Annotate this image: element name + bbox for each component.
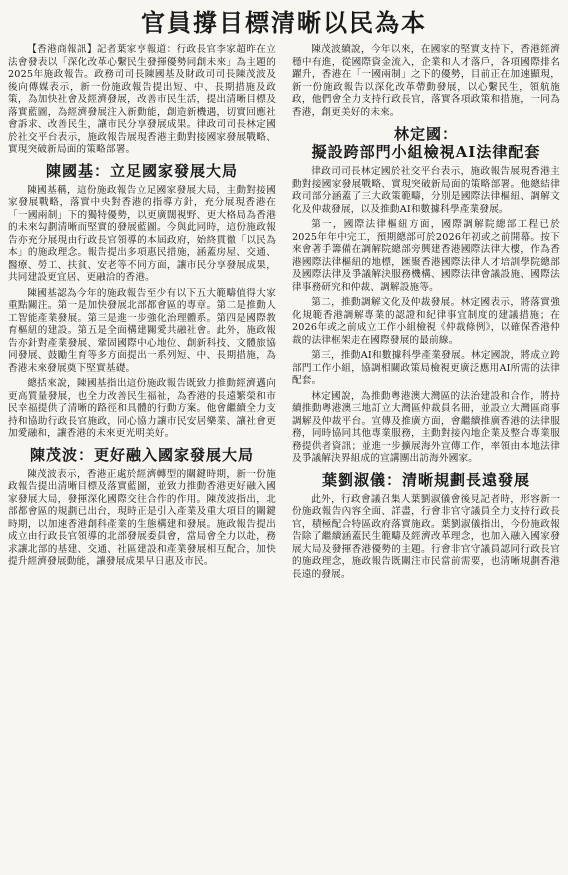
right-column xyxy=(292,44,560,584)
lead-paragraph: 【香港商報訊】記者葉家亨報道：行政長官李家超昨在立法會發表以「深化改革心繫民生發揮優勢同創未來」為主題的2025年施政報告。政務司司長陳國基及財政司司長陳茂波及後向傳媒表示，新一份施政報告提出短、中、長期措施及政策，為加快社會及經濟發展，改善市民生活，提出清晰目標及落實藍圖，為經濟發展注入新動能，創造新機遇，切實回應社會訴求、改善民生，讓市民分享發展成果。律政司司長林定國於社交平台表示，施政報告展現香港主動對接國家發展戰略、實現突破新局面的策略部署。 xyxy=(8,44,276,155)
paragraph: 林定國說，為推動粵港澳大灣區的法治建設和合作，將持續推動粵港澳三地訂立大灣區仲裁員名冊，並設立大灣區商事調解及仲裁平台。宣傳及推廣方面，會繼續推廣香港的法律服務，同時協同其他專業服務，主動對接內地企業及整合專業服務提供者資訊；並進一步擴展海外宣傳工作，率領由本地法律及爭議解決界組成的宣講團出訪海外國家。 xyxy=(292,390,560,464)
paragraph: 陳國基稱，這份施政報告立足國家發展大局，主動對接國家發展戰略，落實中央對香港的指導方針，充分展現香港在「一國兩制」下的獨特優勢，以更廣闊視野、更大格局為香港的未來勾劃清晰而堅實的發展藍圖。今與此同時，這份施政報告亦充分展現由行政長官領導的本屆政府，始終貫徹「以民為本」的施政理念。報告提出多項惠民措施，涵蓋房屋、交通、醫療、勞工、扶貧、安老等不同方面，讓市民分享發展成果，共同建設更宜居、更融洽的香港。 xyxy=(8,184,276,283)
paragraph: 總括來說，陳國基指出這份施政報告既致力推動經濟邁向更高質量發展，也全力改善民生福祉，為香港的長遠繁榮和市民幸福提供了清晰的路徑和具體的行動方案。他會繼續全力支持和協助行政長官施政，同心協力讓市民安居樂業、讓社會更加愛融和，讓香港的未來更光明美好。 xyxy=(8,378,276,439)
paragraph: 律政司司長林定國於社交平台表示，施政報告展現香港主動對接國家發展戰略、實現突破新局面的策略部署。他總結律政司部分涵蓋了三大政策範疇，分別是國際法律樞紐、調解文化及仲裁發展，以及推動AI和數據科學產業發展。 xyxy=(292,166,560,215)
paragraph: 第一，國際法律樞紐方面，國際調解院總部工程已於2025年年中完工，預期總部可於2026年初或之前開幕。按下來會著手籌備在調解院總部旁興建香港國際法律大樓，作為香港國際法律樞紐的地標，匯聚香港國際法律人才培訓學院總部及國際法律及爭議解決服務機構、國際法律會議設施、國際法律事務研究和仲裁、調解設施等。 xyxy=(292,219,560,293)
paragraph: 此外，行政會議召集人葉劉淑儀會後見記者時，形容新一份施政報告內容全面、詳盡，行會非官守議員全力支持行政長官，積極配合特區政府落實施政。葉劉淑儀指出，今份施政報告除了繼續涵蓋民生範疇及經濟改革理念，也加入融入國家發展大局及發揮香港優勢的主題。行會非官守議員認同行政長官的施政理念，施政報告既關注市民當前需要，也清晰規劃香港長遠的發展。 xyxy=(292,493,560,580)
paragraph: 第三，推動AI和數據科學產業發展。林定國說，將成立跨部門工作小組，協調相關政策局檢視更廣泛應用AI所需的法律配套。 xyxy=(292,350,560,386)
subhead-mo: 陳茂波：更好融入國家發展大局 xyxy=(29,445,254,464)
paragraph: 陳茂波表示，香港正處於經濟轉型的關鍵時期，新一份施政報告提出清晰目標及落實藍圖，並致力推動香港更好融入國家發展大局，發揮深化國際交往合作的作用。陳茂波指出，北部都會區的規劃已出台，現時正是引入產業及重大項目的關鍵時期，以加速香港創科產業的生態構建和發展。施政報告提出成立由行政長官領導的北部發展委員會，當局會全力以赴，務求讓北部的基建、交通、社區建設和產業發展相互配合，加快提升經濟發展動能，讓發展成果早日惠及市民。 xyxy=(8,468,276,567)
headline: 官員撐目標清晰以民為本 xyxy=(141,8,427,37)
paragraph: 陳茂波續說，今年以來，在國家的堅實支持下，香港經濟穩中有進，從國際資金流入，企業和人才落戶，各項國際排名躍升，香港在「一國兩制」之下的優勢，目前正在加速顯現，新一份施政報告以深化改革帶動發展，以心繫民生，領航施政，他們會全力支持行政長官，落實各項政策和措施，一同為香港，創更美好的未來。 xyxy=(292,44,560,118)
subhead-lam-kicker: 林定國： xyxy=(393,125,458,143)
subhead-lam: 擬設跨部門小組檢視AI法律配套 xyxy=(311,143,541,161)
paragraph: 陳國基認為今年的施政報告至少有以下五大範疇值得大家重點關注。第一是加快發展北部都會區的專章。第二是推動人工智能產業發展。第三是進一步強化治理體系。第四是國際教育樞紐的建設。第五是全面構建關愛共融社會。此外，施政報告亦針對產業發展、鞏固國際中心地位、創新科技、文體旅協同發展、鼓勵生育等多方面提出一系列短、中、長期措施，為香港未來發展奠下堅實基礎。 xyxy=(8,287,276,374)
subhead-yip: 葉劉淑儀：清晰規劃長遠發展 xyxy=(321,470,530,489)
left-column xyxy=(8,44,276,584)
paragraph: 第二，推動調解文化及仲裁發展。林定國表示，將落實強化規範香港調解專業的認證和紀律事宜制度的建議措施；在2026年或之前成立工作小組檢視《仲裁條例》，以確保香港仲裁的法律框架走在國際發展的最前線。 xyxy=(292,297,560,346)
article-columns xyxy=(8,44,560,584)
subhead-chan: 陳國基：立足國家發展大局 xyxy=(45,161,238,180)
